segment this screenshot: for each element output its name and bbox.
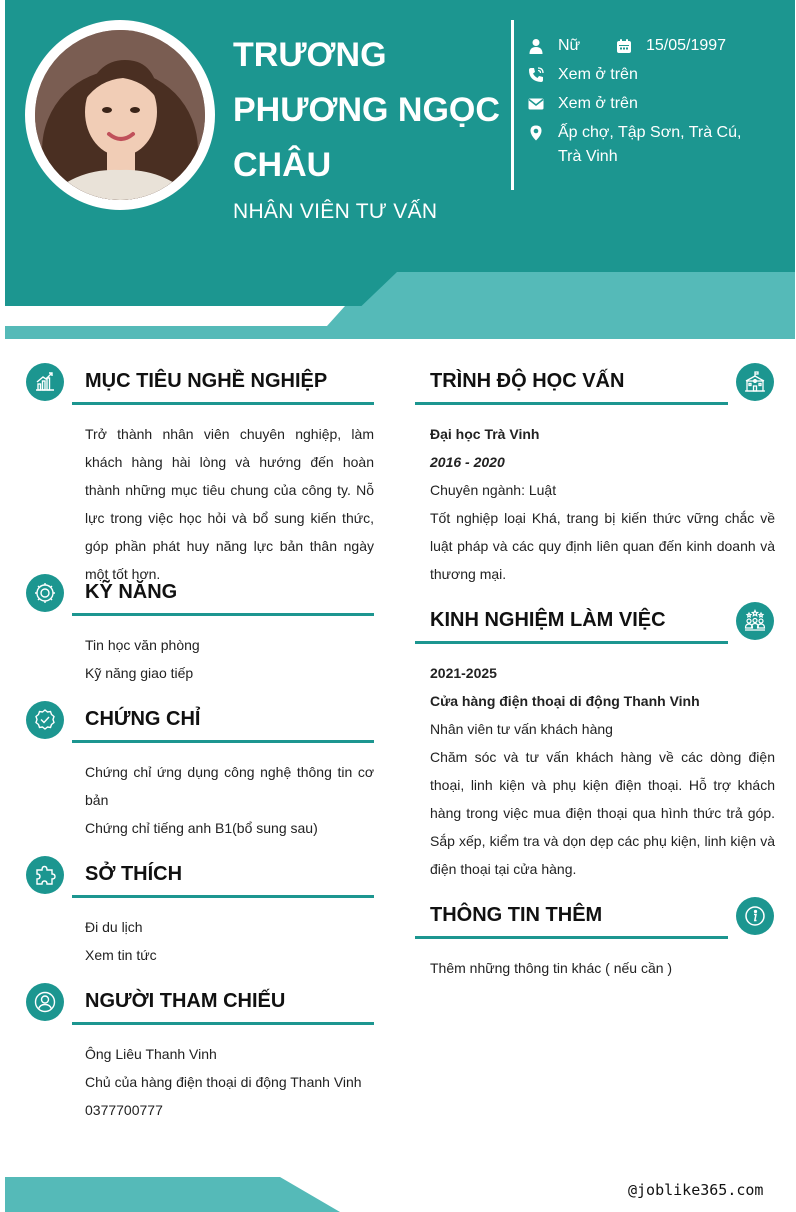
skills-underline	[72, 613, 374, 616]
skills-list	[85, 631, 374, 687]
growth-chart-icon	[26, 363, 64, 401]
education-content	[430, 420, 775, 588]
hobby-item: Đi du lịch	[85, 919, 143, 935]
experience-title: KINH NGHIỆM LÀM VIỆC	[430, 609, 666, 631]
candidate-name	[233, 28, 513, 193]
skills-title: KỸ NĂNG	[85, 581, 178, 603]
education-period: 2016 - 2020	[430, 454, 505, 470]
phone-value: Xem ở trên	[558, 66, 638, 83]
avatar-ring	[25, 20, 215, 210]
contact-email	[528, 92, 638, 116]
reference-position: Chủ của hàng điện thoại di động Thanh Vinh	[85, 1074, 362, 1090]
address-line-1: Ấp chợ, Tập Sơn, Trà Cú,	[558, 124, 742, 141]
calendar-icon	[616, 34, 646, 58]
extra-underline	[415, 936, 728, 939]
gender-value: Nữ	[558, 37, 581, 54]
references-content	[85, 1040, 385, 1124]
header-strip-cut	[5, 306, 365, 326]
mail-icon	[528, 92, 558, 116]
education-school: Đại học Trà Vinh	[430, 426, 540, 442]
name-line-3: CHÂU	[233, 146, 332, 184]
header-banner	[5, 0, 795, 339]
certificate-item: Chứng chỉ ứng dụng công nghệ thông tin cơ bản	[85, 764, 374, 808]
references-underline	[72, 1022, 374, 1025]
contact-birthday	[616, 34, 726, 58]
education-title: TRÌNH ĐỘ HỌC VẤN	[430, 370, 625, 392]
objective-underline	[72, 402, 374, 405]
contact-gender	[528, 34, 580, 58]
name-line-2: PHƯƠNG NGỌC	[233, 91, 500, 129]
hobbies-list	[85, 913, 374, 969]
certificate-item: Chứng chỉ tiếng anh B1(bổ sung sau)	[85, 820, 318, 836]
objective-text: Trở thành nhân viên chuyên nghiệp, làm khách hàng hài lòng và hướng đến hoàn thành những mục tiêu chung của công ty. Nỗ lực trong việc học hỏi và bổ sung kiến thức, góp phần phát huy năng lực bản thân ngày một tốt hơn.	[85, 426, 374, 582]
user-icon	[528, 34, 558, 58]
education-underline	[415, 402, 728, 405]
hobbies-underline	[72, 895, 374, 898]
user-circle-icon	[26, 983, 64, 1021]
birthday-value: 15/05/1997	[646, 37, 727, 54]
school-icon	[736, 363, 774, 401]
education-description: Tốt nghiệp loại Khá, trang bị kiến thức vững chắc về luật pháp và các quy định liên quan đến kinh doanh và thương mại.	[430, 510, 775, 582]
reference-phone: 0377700777	[85, 1102, 163, 1118]
info-icon	[736, 897, 774, 935]
email-value: Xem ở trên	[558, 95, 638, 112]
certificates-title: CHỨNG CHỈ	[85, 708, 201, 730]
puzzle-icon	[26, 856, 64, 894]
extra-text: Thêm những thông tin khác ( nếu cần )	[430, 960, 673, 976]
contact-address	[528, 121, 741, 169]
location-pin-icon	[528, 121, 558, 145]
avatar-portrait	[35, 30, 205, 200]
footer-watermark: @joblike365.com	[628, 1181, 764, 1199]
objective-title: MỤC TIÊU NGHỀ NGHIỆP	[85, 370, 328, 392]
address-line-2: Trà Vinh	[558, 148, 618, 165]
footer-band	[5, 1177, 345, 1212]
hobbies-title: SỞ THÍCH	[85, 863, 183, 885]
name-line-1: TRƯƠNG	[233, 36, 387, 74]
experience-content	[430, 659, 775, 883]
experience-underline	[415, 641, 728, 644]
experience-description: Chăm sóc và tư vấn khách hàng về các dòng điện thoại, linh kiện và phụ kiện điện thoại. Hỗ trợ khách hàng trong việc mua điện thoại qua hình thức trả góp. Sắp xếp, kiểm tra và dọn dẹp các phụ kiện, linh kiện và điện thoại tại cửa hàng.	[430, 749, 775, 877]
skill-item: Tin học văn phòng	[85, 637, 200, 653]
experience-period: 2021-2025	[430, 665, 497, 681]
phone-icon	[528, 63, 558, 87]
team-stars-icon	[736, 602, 774, 640]
references-title: NGƯỜI THAM CHIẾU	[85, 990, 286, 1012]
badge-check-icon	[26, 701, 64, 739]
experience-company: Cửa hàng điện thoại di động Thanh Vinh	[430, 693, 700, 709]
skill-item: Kỹ năng giao tiếp	[85, 665, 194, 681]
reference-name: Ông Liêu Thanh Vinh	[85, 1046, 217, 1062]
experience-role: Nhân viên tư vấn khách hàng	[430, 721, 613, 737]
hobby-item: Xem tin tức	[85, 947, 157, 963]
gear-icon	[26, 574, 64, 612]
extra-title: THÔNG TIN THÊM	[430, 904, 603, 926]
contact-phone	[528, 63, 638, 87]
avatar	[35, 30, 205, 200]
certificates-underline	[72, 740, 374, 743]
header-divider	[511, 20, 514, 190]
education-major: Chuyên ngành: Luật	[430, 482, 557, 498]
job-title: NHÂN VIÊN TƯ VẤN	[233, 200, 438, 223]
certificates-list	[85, 758, 374, 842]
